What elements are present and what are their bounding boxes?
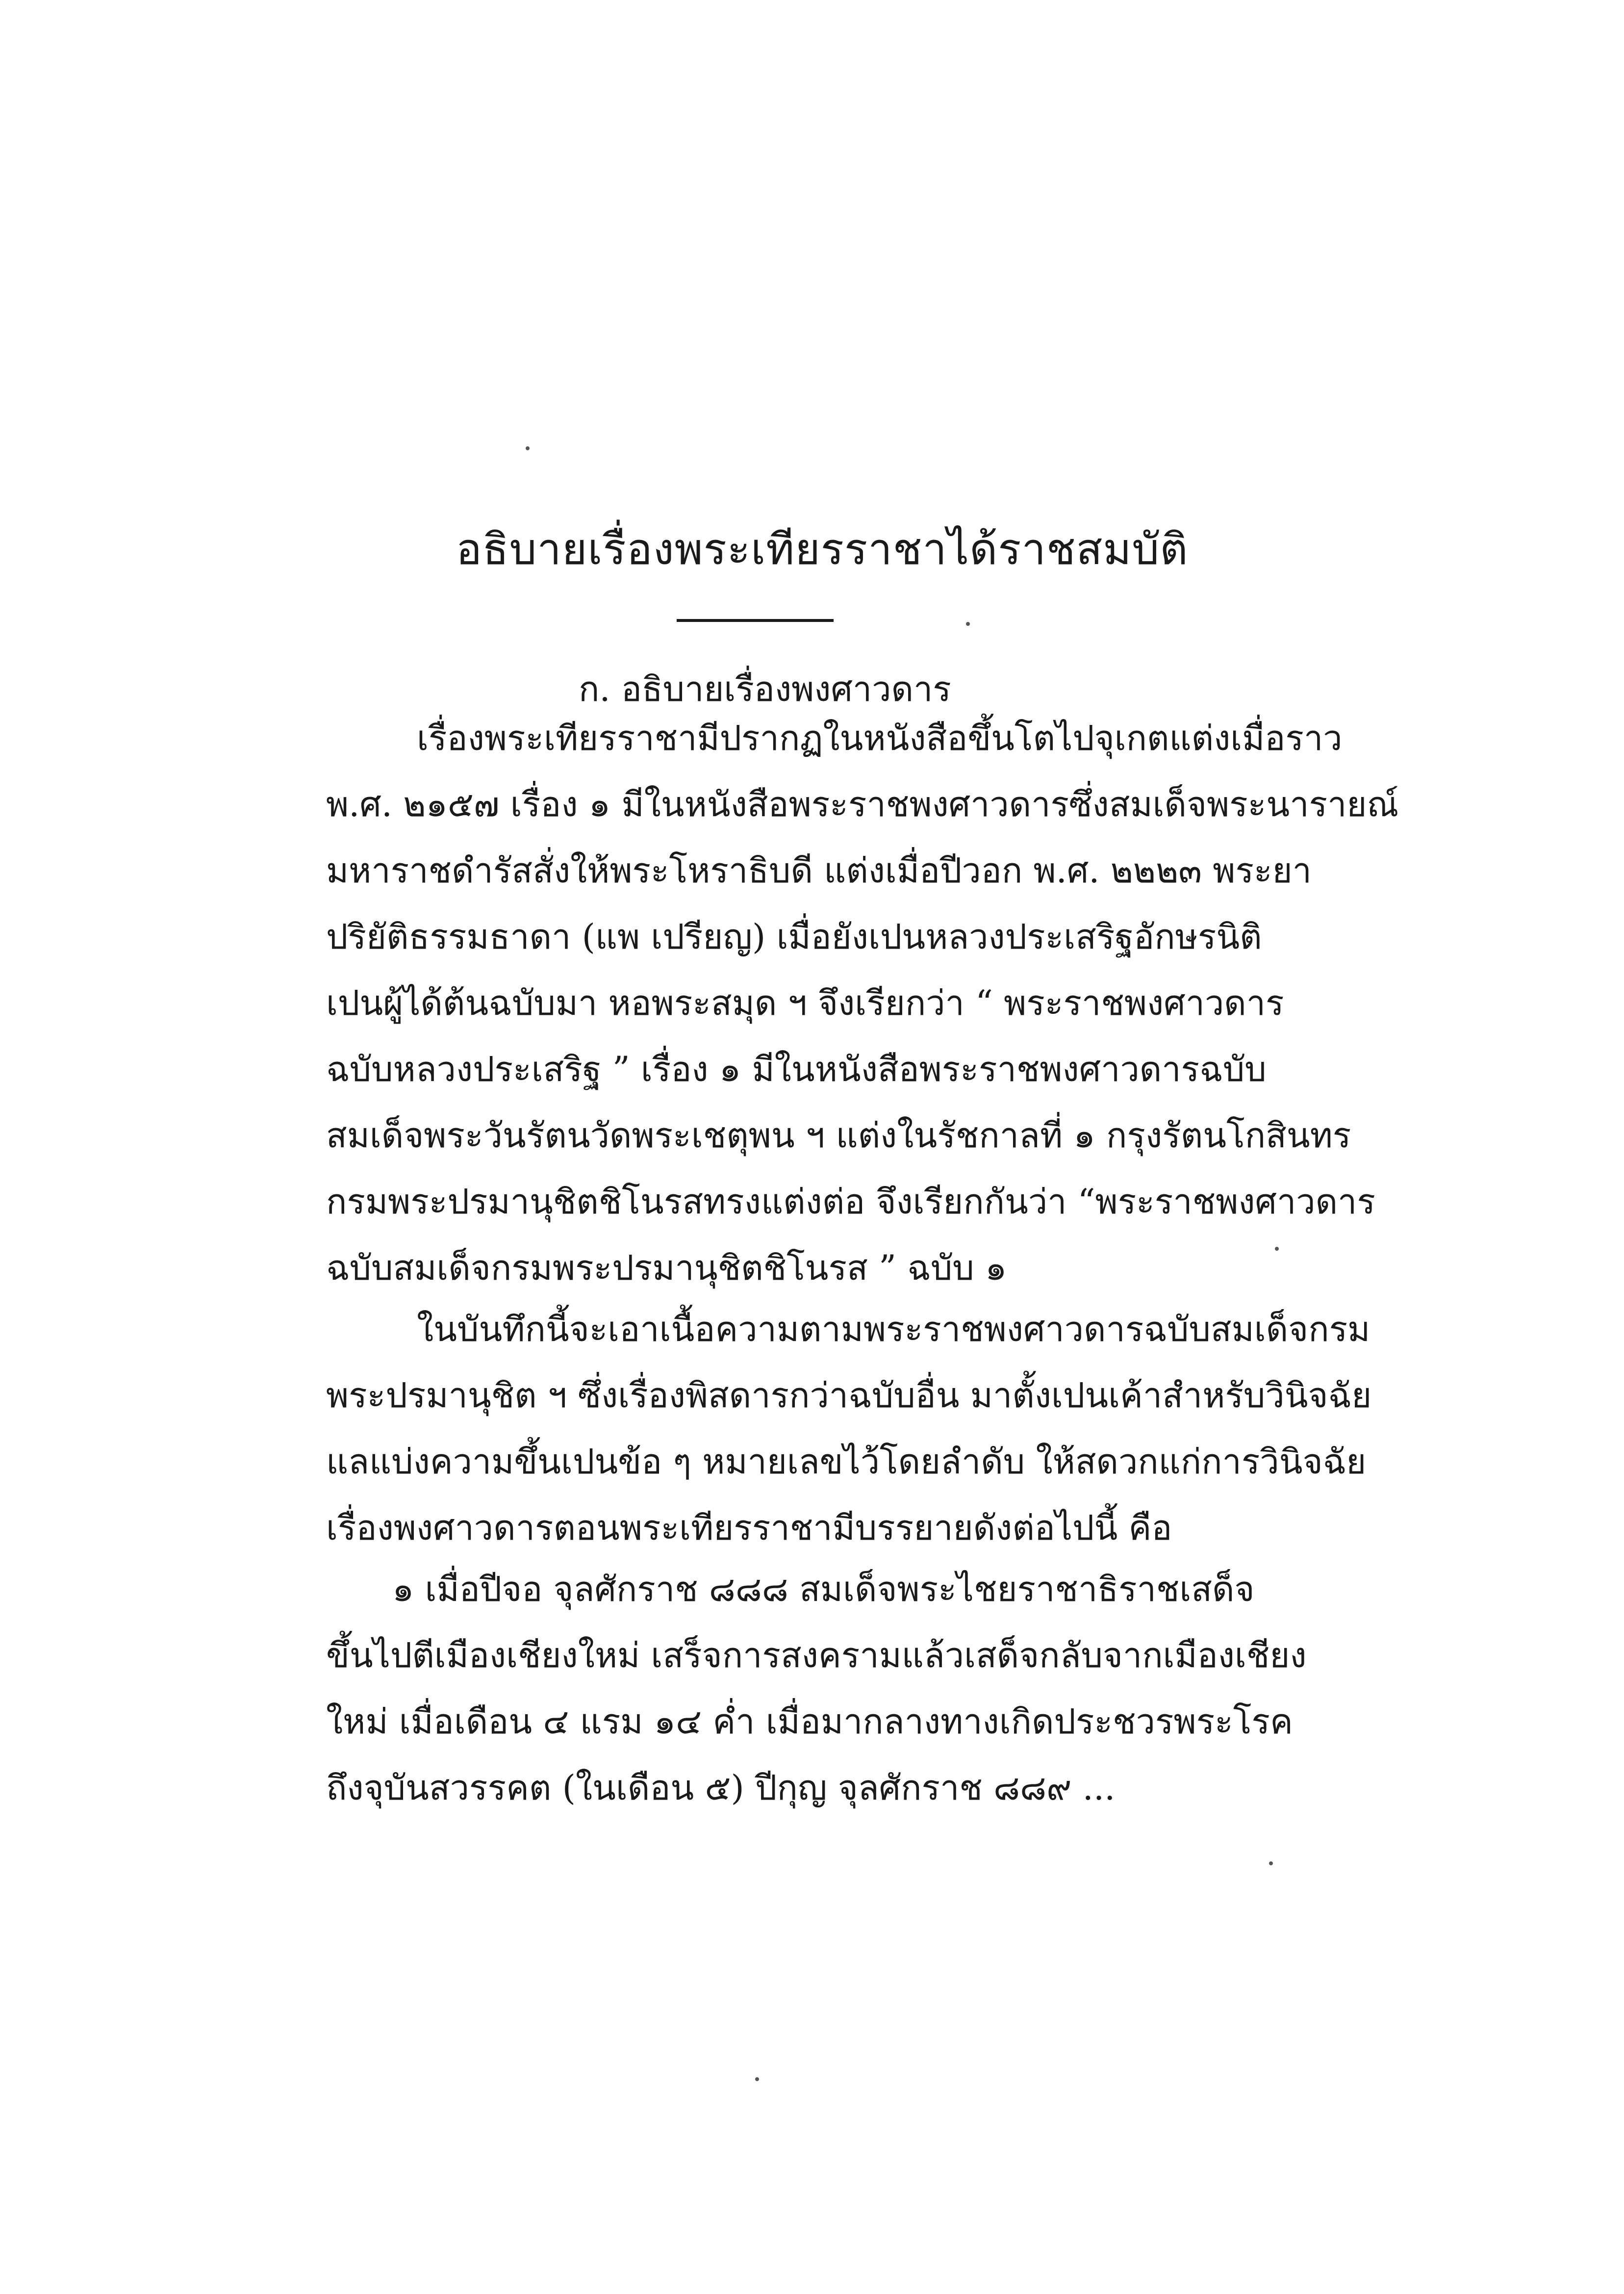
scan-speck (1275, 1247, 1279, 1251)
paragraph-1-line-6: ฉบับหลวงประเสริฐ ” เรื่อง ๑ มีในหนังสือพระราชพงศาวดารฉบับ (326, 1049, 1267, 1089)
section-heading: ก. อธิบายเรื่องพงศาวดาร (579, 669, 951, 709)
paragraph-2-line-1: ในบันทึกนี้จะเอาเนื้อความตามพระราชพงศาวดารฉบับสมเด็จกรม (417, 1309, 1370, 1349)
paragraph-1-line-7: สมเด็จพระวันรัตนวัดพระเชตุพน ฯ แต่งในรัชกาลที่ ๑ กรุงรัตนโกสินทร (326, 1115, 1351, 1156)
paragraph-2-line-3: แลแบ่งความขึ้นเปนข้อ ๆ หมายเลขไว้โดยลำดับ ให้สดวกแก่การวินิจฉัย (326, 1442, 1367, 1482)
page-title: อธิบายเรื่องพระเทียรราชาได้ราชสมบัติ (456, 524, 1189, 574)
paragraph-1-line-2: พ.ศ. ๒๑๕๗ เรื่อง ๑ มีในหนังสือพระราชพงศาวดารซึ่งสมเด็จพระนารายณ์ (326, 784, 1399, 825)
paragraph-2-line-2: พระปรมานุชิต ฯ ซึ่งเรื่องพิสดารกว่าฉบับอื่น มาตั้งเปนเค้าสำหรับวินิจฉัย (326, 1375, 1372, 1416)
paragraph-1-line-5: เปนผู้ได้ต้นฉบับมา หอพระสมุด ฯ จึงเรียกว่า “ พระราชพงศาวดาร (326, 983, 1284, 1023)
scan-speck (526, 446, 530, 450)
paragraph-1-line-3: มหาราชดำรัสสั่งให้พระโหราธิบดี แต่งเมื่อปีวอก พ.ศ. ๒๒๒๓ พระยา (326, 851, 1312, 891)
paragraph-2-line-4: เรื่องพงศาวดารตอนพระเทียรราชามีบรรยายดังต่อไปนี้ คือ (326, 1508, 1172, 1548)
paragraph-3-line-1: ๑ เมื่อปีจอ จุลศักราช ๘๘๘ สมเด็จพระไชยราชาธิราชเสด็จ (392, 1569, 1255, 1609)
scan-speck (1269, 1861, 1273, 1865)
scan-speck (755, 2077, 759, 2081)
paragraph-3-line-4: ถึงจุบันสวรรคต (ในเดือน ๕) ปีกุญ จุลศักราช ๘๘๙ ... (326, 1768, 1116, 1808)
scan-speck (966, 622, 970, 626)
paragraph-3-line-3: ใหม่ เมื่อเดือน ๔ แรม ๑๔ ค่ำ เมื่อมากลางทางเกิดประชวรพระโรค (326, 1701, 1293, 1742)
paragraph-1-line-1: เรื่องพระเทียรราชามีปรากฏในหนังสือขึ้นโตไปจุเกตแต่งเมื่อราว (417, 718, 1343, 758)
paragraph-1-line-8: กรมพระปรมานุชิตชิโนรสทรงแต่งต่อ จึงเรียกกันว่า “พระราชพงศาวดาร (326, 1182, 1375, 1222)
title-underline-rule (677, 619, 834, 622)
paragraph-3-line-2: ขึ้นไปตีเมืองเชียงใหม่ เสร็จการสงครามแล้วเสด็จกลับจากเมืองเชียง (326, 1635, 1307, 1675)
paragraph-1-line-4: ปริยัติธรรมธาดา (แพ เปรียญ) เมื่อยังเปนหลวงประเสริฐอักษรนิติ (326, 917, 1262, 957)
paragraph-1-line-9: ฉบับสมเด็จกรมพระปรมานุชิตชิโนรส ” ฉบับ ๑ (326, 1248, 1007, 1288)
